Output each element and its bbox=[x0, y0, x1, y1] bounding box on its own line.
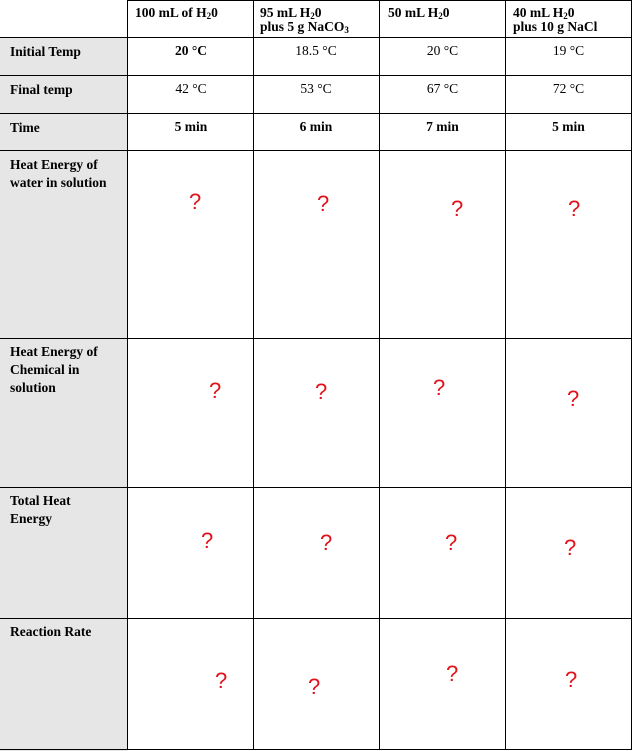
question-mark: ? bbox=[446, 661, 459, 686]
grid-line bbox=[0, 113, 632, 114]
question-mark: ? bbox=[433, 375, 446, 400]
row-label-final-temp: Final temp bbox=[10, 82, 73, 97]
grid-line bbox=[0, 487, 632, 488]
question-mark: ? bbox=[568, 196, 581, 221]
question-mark: ? bbox=[201, 528, 214, 553]
grid-line bbox=[127, 0, 128, 750]
row-label-heat-water: Heat Energy of water in solution bbox=[10, 157, 107, 190]
column-header-2: 95 mL $H_20$ plus 5 g NaCO$_3$ bbox=[260, 5, 349, 35]
row-label-reaction-rate: Reaction Rate bbox=[10, 624, 92, 639]
question-mark: ? bbox=[445, 530, 458, 555]
question-mark: ? bbox=[308, 674, 321, 699]
question-mark: ? bbox=[209, 378, 222, 403]
row-label-initial-temp: Initial Temp bbox=[10, 44, 81, 59]
question-mark: ? bbox=[567, 386, 580, 411]
question-mark: ? bbox=[320, 530, 333, 555]
question-mark: ? bbox=[317, 191, 330, 216]
cell-final-temp-1: 42 °C bbox=[175, 81, 207, 96]
cell-time-4: 5 min bbox=[552, 119, 585, 134]
cell-initial-temp-3: 20 °C bbox=[426, 43, 459, 58]
row-label-total-heat: Total Heat Energy bbox=[10, 493, 71, 526]
grid-line bbox=[0, 618, 632, 619]
question-mark: ? bbox=[315, 379, 328, 404]
grid-line bbox=[0, 37, 632, 38]
grid-line bbox=[379, 0, 380, 750]
cell-time-1: 5 min bbox=[174, 119, 208, 134]
cell-initial-temp-4: 19 °C bbox=[552, 43, 585, 58]
grid-line bbox=[0, 749, 632, 750]
cell-initial-temp-2: 18.5 °C bbox=[295, 43, 337, 58]
top-left-blank-cell bbox=[0, 0, 127, 37]
grid-line bbox=[0, 338, 632, 339]
cell-final-temp-2: 53 °C bbox=[300, 81, 332, 96]
question-mark: ? bbox=[189, 189, 202, 214]
grid-line bbox=[0, 75, 632, 76]
column-header-3: 50 mL $H_20$ bbox=[388, 5, 450, 21]
cell-time-2: 6 min bbox=[299, 119, 333, 134]
grid-line bbox=[0, 150, 632, 151]
grid-line bbox=[505, 0, 506, 750]
grid-line bbox=[253, 0, 254, 750]
column-header-4: 40 mL $H_20$ plus 10 g NaCl bbox=[513, 5, 598, 34]
question-mark: ? bbox=[564, 535, 577, 560]
cell-initial-temp-1: 20 °C bbox=[174, 43, 208, 58]
cell-time-3: 7 min bbox=[426, 119, 459, 134]
grid-line bbox=[631, 0, 632, 750]
question-mark: ? bbox=[565, 667, 578, 692]
column-header-1: 100 mL of $H_20$ bbox=[135, 5, 218, 21]
question-mark: ? bbox=[215, 668, 228, 693]
cell-final-temp-4: 72 °C bbox=[552, 81, 585, 96]
cell-final-temp-3: 67 °C bbox=[426, 81, 459, 96]
question-mark: ? bbox=[451, 196, 464, 221]
row-label-heat-chemical: Heat Energy of Chemical in solution bbox=[10, 344, 98, 395]
row-label-time: Time bbox=[10, 120, 40, 135]
